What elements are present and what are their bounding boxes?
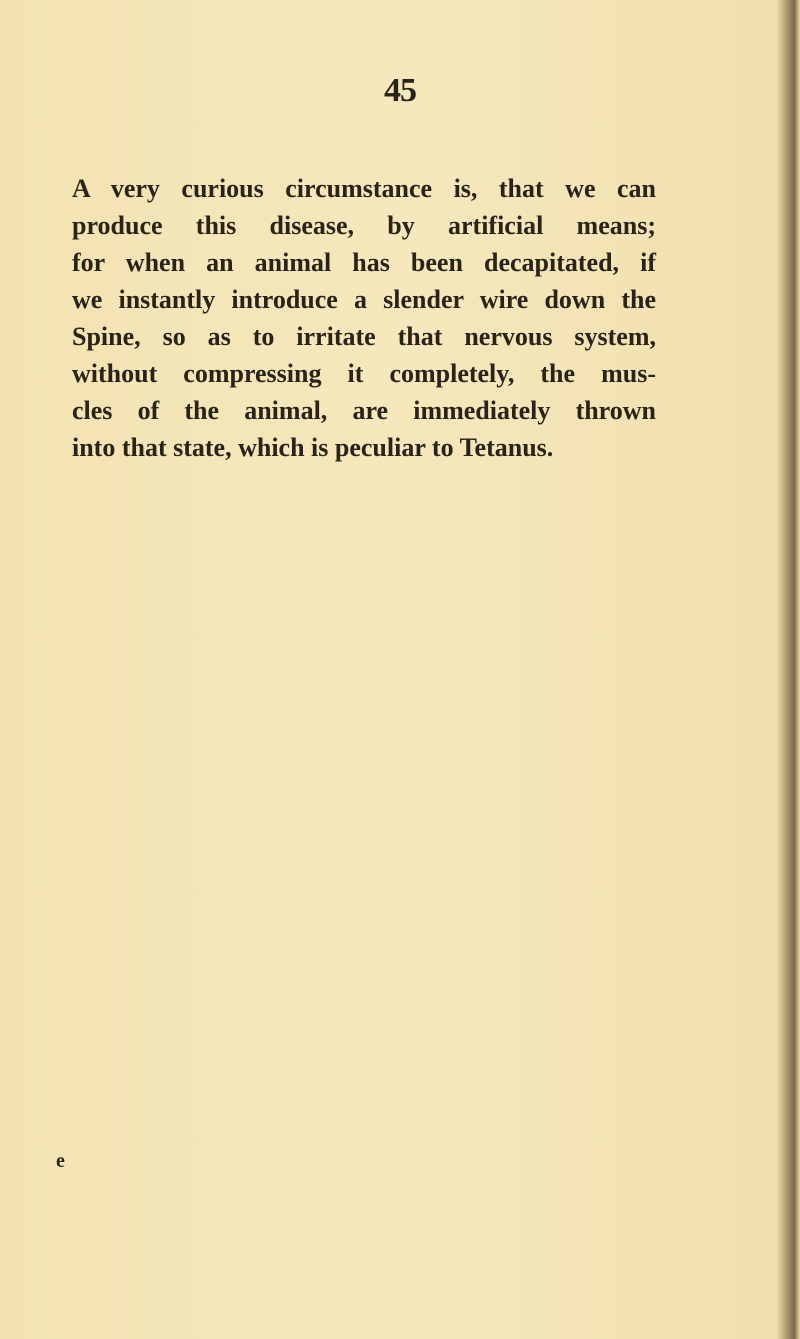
text-line: A very curious circumstance is, that we can [72, 174, 656, 203]
text-line: Spine, so as to irritate that nervous system, [72, 322, 656, 351]
text-line: for when an animal has been decapitated, if [72, 248, 656, 277]
text-line: cles of the animal, are immediately thrown [72, 396, 656, 425]
text-line: produce this disease, by artificial means; [72, 211, 656, 240]
page-number: 45 [384, 72, 416, 109]
signature-mark: e [56, 1150, 65, 1172]
paragraph [72, 170, 656, 466]
text-line: without compressing it completely, the mus- [72, 359, 656, 388]
text-line: into that state, which is peculiar to Tetanus. [72, 433, 554, 462]
text-line: we instantly introduce a slender wire down the [72, 285, 656, 314]
